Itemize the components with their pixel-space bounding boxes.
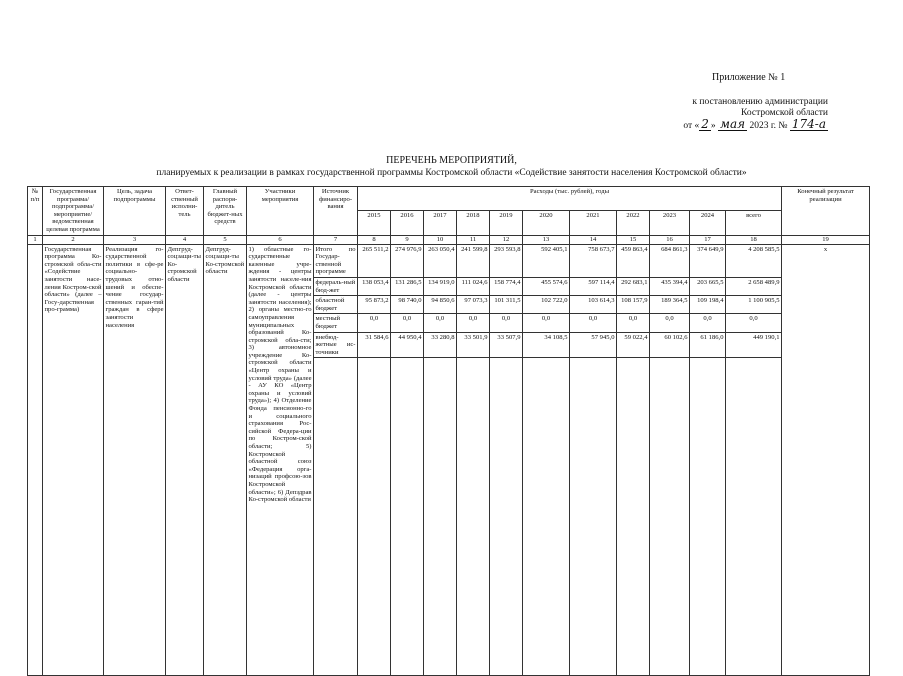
value-cell: 455 574,6	[523, 277, 570, 295]
column-number: 3	[104, 235, 166, 244]
empty-cell	[570, 358, 617, 676]
value-cell: 684 861,3	[650, 244, 690, 277]
participants-cell: 1) областные го-сударственные казенные учре-ждения - центры занятости населе-ния Костромской области (далее - центры занятости населения); 2) органы местно-го самоуправления муниципальных образований Ко-стромской обла-сти; 3) автономное учреждение Ко-стромской области «Центр охраны и условий труда» (далее - АУ КО «Центр охраны и условий труда»); 4) Отделение Фонда пенсионно-го и социального страхования Рос-сийской Федера-ции по Костром-ской области; 5) Костромской областной союз «Федерация орга-низаций профсою-зов Костромской области»; 6) Депздрав Ко-стромской области	[247, 244, 314, 676]
value-cell: 108 157,9	[617, 296, 650, 314]
value-cell: 4 208 585,5	[726, 244, 782, 277]
header-executor: Ответ-ственный исполни-тель	[166, 187, 204, 236]
year-cell: 2018	[457, 211, 490, 235]
empty-cell	[391, 358, 424, 676]
value-cell: 34 108,5	[523, 332, 570, 358]
date-day: 2	[701, 117, 709, 131]
value-cell: 60 102,6	[650, 332, 690, 358]
source-cell: местный бюджет	[314, 314, 358, 332]
appendix-label: Приложение № 1	[712, 72, 786, 83]
year-cell: 2015	[358, 211, 391, 235]
value-cell: 459 863,4	[617, 244, 650, 277]
program-cell: Государственная программа Ко-стромской обла-сти «Содействие занятости насе-ления Костром-ской области» (далее – Госу-дарственная про-грамма)	[43, 244, 104, 676]
header-goal: Цель, задача подпрограммы	[104, 187, 166, 236]
value-cell: 0,0	[523, 314, 570, 332]
empty-cell	[457, 358, 490, 676]
column-number: 8	[358, 235, 391, 244]
source-cell: областной бюджет	[314, 296, 358, 314]
value-cell: 0,0	[570, 314, 617, 332]
value-cell: 0,0	[617, 314, 650, 332]
value-cell: 449 190,1	[726, 332, 782, 358]
column-number: 2	[43, 235, 104, 244]
value-cell: 1 100 905,5	[726, 296, 782, 314]
value-cell: 98 740,0	[391, 296, 424, 314]
column-number: 12	[490, 235, 523, 244]
value-cell: 597 114,4	[570, 277, 617, 295]
column-number: 17	[690, 235, 726, 244]
column-number: 15	[617, 235, 650, 244]
decree-number: 174-а	[791, 117, 826, 131]
year-cell: 2016	[391, 211, 424, 235]
value-cell: 57 945,0	[570, 332, 617, 358]
decree-date-line	[0, 119, 828, 132]
row-number-cell	[28, 244, 43, 676]
measures-table	[27, 186, 870, 676]
value-cell: 758 673,7	[570, 244, 617, 277]
value-cell: 293 593,8	[490, 244, 523, 277]
value-cell: 111 024,6	[457, 277, 490, 295]
decree-line-2: Костромской области	[741, 108, 828, 118]
value-cell: 33 501,9	[457, 332, 490, 358]
value-cell: 44 950,4	[391, 332, 424, 358]
value-cell: 0,0	[358, 314, 391, 332]
year-cell: 2021	[570, 211, 617, 235]
source-cell: внебюд-жетные ис-точники	[314, 332, 358, 358]
empty-cell	[424, 358, 457, 676]
source-cell: Итого по Государ-ственной программе	[314, 244, 358, 277]
empty-cell	[358, 358, 391, 676]
value-cell: 0,0	[457, 314, 490, 332]
value-cell: 102 722,0	[523, 296, 570, 314]
date-prefix: от «	[683, 121, 700, 131]
value-cell: 134 919,0	[424, 277, 457, 295]
year-cell: 2024	[690, 211, 726, 235]
value-cell: 0,0	[391, 314, 424, 332]
column-number: 6	[247, 235, 314, 244]
year-cell: 2020	[523, 211, 570, 235]
header-participants: Участники мероприятия	[247, 187, 314, 236]
value-cell: 61 186,0	[690, 332, 726, 358]
value-cell: 131 286,5	[391, 277, 424, 295]
empty-cell	[490, 358, 523, 676]
header-result: Конечный результат реализации	[782, 187, 870, 236]
value-cell: 203 665,5	[690, 277, 726, 295]
column-number: 7	[314, 235, 358, 244]
empty-cell	[690, 358, 726, 676]
column-number: 1	[28, 235, 43, 244]
column-number: 18	[726, 235, 782, 244]
value-cell: 374 649,9	[690, 244, 726, 277]
value-cell: 94 850,6	[424, 296, 457, 314]
value-cell: 109 198,4	[690, 296, 726, 314]
goal-cell: Реализация го-сударственной политики в сфе-ре социально-трудовых отно-шений и обеспе-чение государ-ственных гаран-тий граждан в сфере занятости населения	[104, 244, 166, 676]
column-number: 19	[782, 235, 870, 244]
value-cell: 33 507,9	[490, 332, 523, 358]
column-number: 4	[166, 235, 204, 244]
value-cell: 59 022,4	[617, 332, 650, 358]
source-cell: федераль-ный бюд-жет	[314, 277, 358, 295]
header-expenses: Расходы (тыс. рублей), годы	[358, 187, 782, 211]
header-program: Государственная программа/ подпрограмма/ мероприятие/ ведомственная целевая программа	[43, 187, 104, 236]
header-sources: Источник финансиро-вания	[314, 187, 358, 236]
value-cell: 292 683,1	[617, 277, 650, 295]
value-cell: 33 280,8	[424, 332, 457, 358]
document-title: ПЕРЕЧЕНЬ МЕРОПРИЯТИЙ,	[386, 155, 517, 166]
column-number: 5	[204, 235, 247, 244]
date-year: 2023 г. №	[749, 121, 788, 131]
value-cell: 0,0	[690, 314, 726, 332]
value-cell: 274 976,9	[391, 244, 424, 277]
year-cell: 2022	[617, 211, 650, 235]
manager-cell: Депгруд-соцзащи-ты Ко-стромской области	[204, 244, 247, 676]
header-row	[28, 187, 870, 211]
value-cell: 0,0	[650, 314, 690, 332]
result-cell: х	[782, 244, 870, 676]
value-cell: 0,0	[490, 314, 523, 332]
document-subtitle: планируемых к реализации в рамках государственной программы Костромской области «Содействие занятости населения Костромской области»	[156, 168, 747, 178]
empty-cell	[726, 358, 782, 676]
value-cell: 0,0	[424, 314, 457, 332]
empty-cell	[650, 358, 690, 676]
value-cell: 265 511,2	[358, 244, 391, 277]
decree-line-1: к постановлению администрации	[692, 97, 828, 107]
value-cell: 95 873,2	[358, 296, 391, 314]
value-cell: 263 050,4	[424, 244, 457, 277]
value-cell: 435 394,4	[650, 277, 690, 295]
empty-cell	[314, 358, 358, 676]
decree-reference	[0, 97, 828, 132]
value-cell: 189 364,5	[650, 296, 690, 314]
column-number: 14	[570, 235, 617, 244]
table-row	[28, 244, 870, 277]
column-number: 9	[391, 235, 424, 244]
column-number: 10	[424, 235, 457, 244]
header-no: № п/п	[28, 187, 43, 236]
year-cell: 2019	[490, 211, 523, 235]
value-cell: 158 774,4	[490, 277, 523, 295]
year-cell: всего	[726, 211, 782, 235]
value-cell: 31 584,6	[358, 332, 391, 358]
empty-cell	[523, 358, 570, 676]
date-mid: »	[710, 121, 716, 131]
value-cell: 2 658 489,9	[726, 277, 782, 295]
column-number: 16	[650, 235, 690, 244]
header-manager: Главный распоря-дитель бюджет-ных средств	[204, 187, 247, 236]
column-number: 11	[457, 235, 490, 244]
column-numbers-row	[28, 235, 870, 244]
value-cell: 97 073,3	[457, 296, 490, 314]
year-cell: 2023	[650, 211, 690, 235]
value-cell: 0,0	[726, 314, 782, 332]
empty-cell	[617, 358, 650, 676]
date-month: мая	[720, 117, 746, 131]
column-number: 13	[523, 235, 570, 244]
value-cell: 592 405,1	[523, 244, 570, 277]
year-cell: 2017	[424, 211, 457, 235]
value-cell: 101 311,5	[490, 296, 523, 314]
value-cell: 138 053,4	[358, 277, 391, 295]
executor-cell: Депгруд-соцзащи-ты Ко-стромской области	[166, 244, 204, 676]
value-cell: 241 599,8	[457, 244, 490, 277]
value-cell: 103 614,3	[570, 296, 617, 314]
